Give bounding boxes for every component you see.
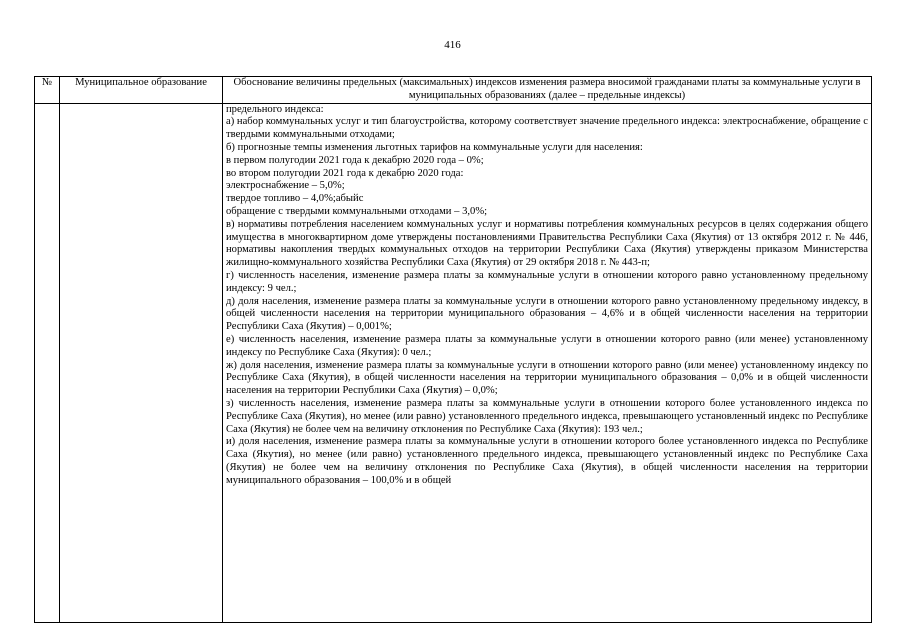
paragraph: предельного индекса:: [226, 103, 324, 115]
paragraph: твердое топливо – 4,0%;абыйс: [226, 193, 364, 205]
page-number: 416: [444, 39, 461, 51]
paragraph: в первом полугодии 2021 года к декабрю 2020 года – 0%;: [226, 154, 484, 166]
header-row: [35, 77, 872, 104]
paragraph: з) численность населения, изменение размера платы за коммунальные услуги в отношении которого более установленного индекса по Республике Саха (Якутия), но менее (или равно) установленного предельного индекса, превышающего установленный индекс по Республике Саха (Якутия) не более чем на величину отклонения по Республике Саха (Якутия): 193 чел.;: [226, 397, 868, 435]
header-number: №: [35, 77, 60, 104]
table-header: [35, 77, 872, 104]
paragraph: а) набор коммунальных услуг и тип благоустройства, которому соответствует значение предельного индекса: электроснабжение, обращение с твердыми коммунальными отходами;: [226, 116, 868, 141]
paragraph: в) нормативы потребления населением коммунальных услуг и нормативы потребления коммунальных ресурсов в целях содержания общего имущества в многоквартирном доме утверждены постановлениями Правительства Республики Саха (Якутия) от 13 октября 2012 г. № 446, нормативы накопления твердых коммунальных отходов на территории Республики Саха (Якутия) утверждены приказом Министерства жилищно-коммунального хозяйства Республики Саха (Якутия) от 29 октября 2018 г. № 443-п;: [226, 218, 868, 269]
justification-table: [34, 76, 872, 623]
paragraph: д) доля населения, изменение размера платы за коммунальные услуги в отношении которого равно установленному предельному индексу, в общей численности населения на территории муниципального образования – 4,6% и в общей численности населения на территории Республики Саха (Якутия) – 0,001%;: [226, 295, 868, 333]
paragraph: обращение с твердыми коммунальными отходами – 3,0%;: [226, 205, 488, 217]
paragraph: г) численность населения, изменение размера платы за коммунальные услуги в отношении которого равно установленному предельному индексу: 9 чел.;: [226, 269, 868, 294]
paragraph: е) численность населения, изменение размера платы за коммунальные услуги в отношении которого равно (или менее) установленному индексу по Республике Саха (Якутия): 0 чел.;: [226, 333, 868, 358]
table-row: [35, 103, 872, 622]
cell-justification: [223, 103, 872, 622]
paragraph: электроснабжение – 5,0%;: [226, 180, 345, 192]
paragraph: б) прогнозные темпы изменения льготных тарифов на коммунальные услуги для населения:: [226, 141, 643, 153]
cell-number: [35, 103, 60, 622]
paragraph: и) доля населения, изменение размера платы за коммунальные услуги в отношении которого более установленного индекса по Республике Саха (Якутия), но менее (или равно) установленного предельного индекса, превышающего установленный индекс по Республике Саха (Якутия) не более чем на величину отклонения по Республике Саха (Якутия), в общей численности населения на территории муниципального образования – 100,0% и в общей: [226, 436, 868, 486]
header-municipality: Муниципальное образование: [60, 77, 223, 104]
paragraph: ж) доля населения, изменение размера платы за коммунальные услуги в отношении которого равно (или менее) установленному индексу по Республике Саха (Якутия), в общей численности населения на территории муниципального образования – 0,0% и в общей численности населения на территории Республики Саха (Якутия) – 0,0%;: [226, 359, 868, 397]
paragraph: во втором полугодии 2021 года к декабрю 2020 года:: [226, 167, 464, 179]
cell-municipality: [60, 103, 223, 622]
header-justification: Обоснование величины предельных (максимальных) индексов изменения размера вносимой гражданами платы за коммунальные услуги в муниципальных образованиях (далее – предельные индексы): [223, 77, 872, 104]
